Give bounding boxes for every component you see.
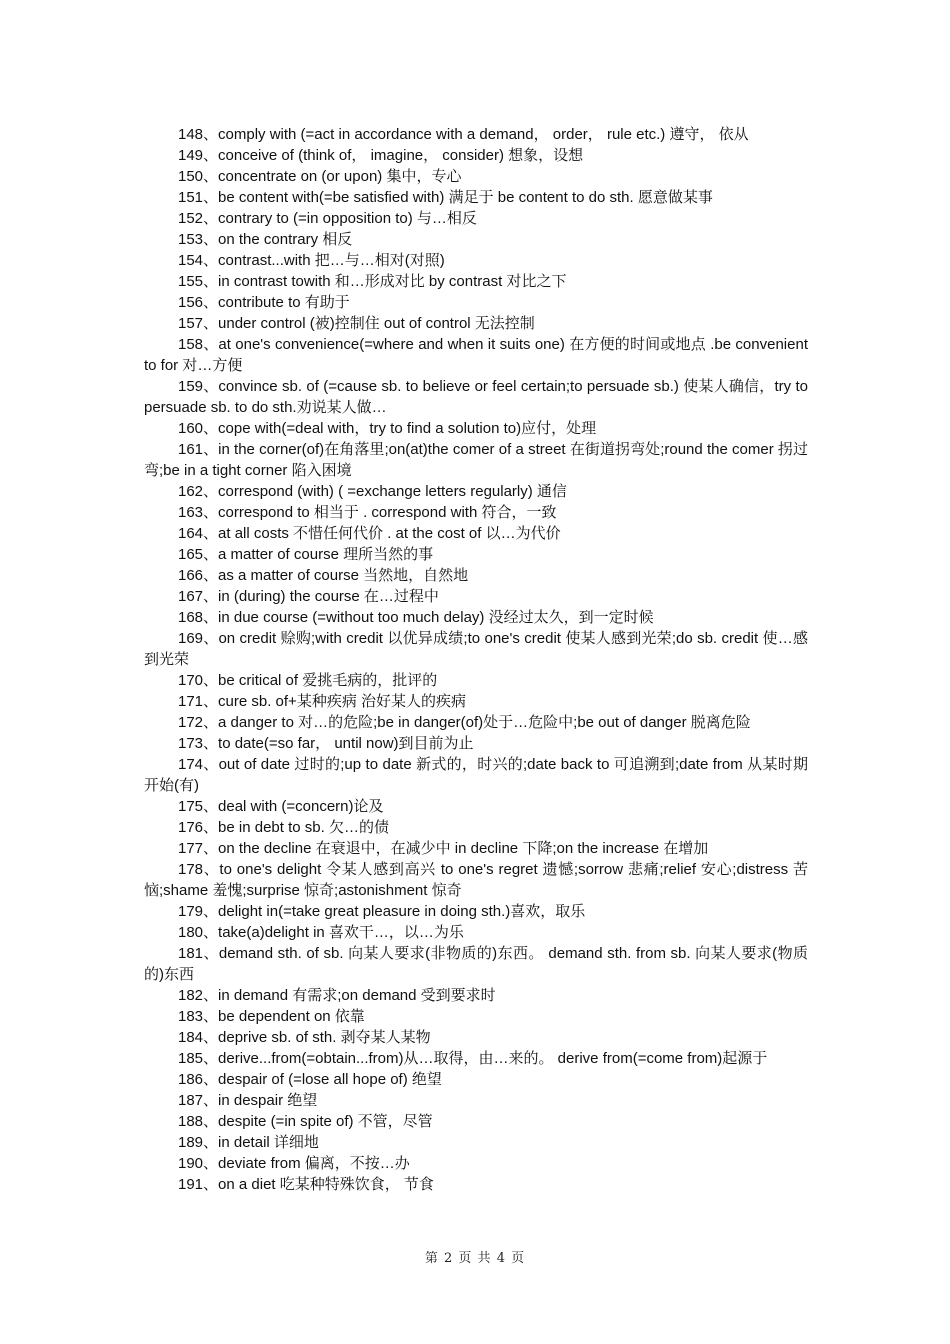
entry-172: 172、a danger to 对…的危险;be in danger(of)处于…危险中;be out of danger 脱离危险: [178, 714, 751, 731]
entry-177: 177、on the decline 在衰退中，在减少中 in decline 下降;on the increase 在增加: [178, 840, 709, 857]
entry-185: 185、derive...from(=obtain...from)从…取得，由…来的。 derive from(=come from)起源于: [178, 1050, 768, 1067]
entry-180: 180、take(a)delight in 喜欢干…，以…为乐: [178, 924, 464, 941]
entry-191: 191、on a diet 吃某种特殊饮食， 节食: [178, 1176, 434, 1193]
entry-187: 187、in despair 绝望: [178, 1092, 318, 1109]
entry-171: 171、cure sb. of+某种疾病 治好某人的疾病: [178, 693, 466, 710]
entry-150: 150、concentrate on (or upon) 集中，专心: [178, 168, 462, 185]
entry-182: 182、in demand 有需求;on demand 受到要求时: [178, 987, 496, 1004]
entry-154: 154、contrast...with 把…与…相对(对照): [178, 252, 445, 269]
entry-183: 183、be dependent on 依靠: [178, 1008, 365, 1025]
entry-152: 152、contrary to (=in opposition to) 与…相反: [178, 210, 477, 227]
entry-151: 151、be content with(=be satisfied with) 满足于 be content to do sth. 愿意做某事: [178, 189, 713, 206]
entry-169: 169、on credit 赊购;with credit 以优异成绩;to one's credit 使某人感到光荣;do sb. credit 使…感到光荣: [144, 630, 808, 668]
entry-168: 168、in due course (=without too much delay) 没经过太久，到一定时候: [178, 609, 654, 626]
entry-188: 188、despite (=in spite of) 不管，尽管: [178, 1113, 433, 1130]
entry-176: 176、be in debt to sb. 欠…的债: [178, 819, 389, 836]
entry-153: 153、on the contrary 相反: [178, 231, 353, 248]
entry-155: 155、in contrast towith 和…形成对比 by contrast 对比之下: [178, 273, 567, 290]
entry-159: 159、convince sb. of (=cause sb. to believe or feel certain;to persuade sb.) 使某人确信，try to persuade sb. to do sth.劝说某人做…: [144, 378, 808, 416]
entry-165: 165、a matter of course 理所当然的事: [178, 546, 434, 563]
entry-186: 186、despair of (=lose all hope of) 绝望: [178, 1071, 442, 1088]
entry-181: 181、demand sth. of sb. 向某人要求(非物质的)东西。 demand sth. from sb. 向某人要求(物质的)东西: [144, 945, 808, 983]
entry-149: 149、conceive of (think of， imagine， consider) 想象，设想: [178, 147, 584, 164]
entry-190: 190、deviate from 偏离，不按…办: [178, 1155, 410, 1172]
entry-156: 156、contribute to 有助于: [178, 294, 350, 311]
entry-179: 179、delight in(=take great pleasure in doing sth.)喜欢，取乐: [178, 903, 586, 920]
entry-158: 158、at one's convenience(=where and when it suits one) 在方便的时间或地点 .be convenient to for 对…方便: [144, 336, 808, 374]
entry-157: 157、under control (被)控制住 out of control 无法控制: [178, 315, 535, 332]
entry-162: 162、correspond (with) ( =exchange letters regularly) 通信: [178, 483, 567, 500]
entry-163: 163、correspond to 相当于 . correspond with 符合，一致: [178, 504, 557, 521]
entry-164: 164、at all costs 不惜任何代价 . at the cost of 以…为代价: [178, 525, 561, 542]
document-body: [144, 124, 808, 1195]
entry-166: 166、as a matter of course 当然地，自然地: [178, 567, 469, 584]
entry-189: 189、in detail 详细地: [178, 1134, 319, 1151]
entry-175: 175、deal with (=concern)论及: [178, 798, 384, 815]
entry-184: 184、deprive sb. of sth. 剥夺某人某物: [178, 1029, 431, 1046]
entry-170: 170、be critical of 爱挑毛病的，批评的: [178, 672, 438, 689]
entry-178: 178、to one's delight 令某人感到高兴 to one's regret 遗憾;sorrow 悲痛;relief 安心;distress 苦恼;shame 羞愧;surprise 惊奇;astonishment 惊奇: [144, 861, 808, 899]
entry-160: 160、cope with(=deal with，try to find a solution to)应付，处理: [178, 420, 597, 437]
entry-174: 174、out of date 过时的;up to date 新式的，时兴的;date back to 可追溯到;date from 从某时期开始(有): [144, 756, 808, 794]
entry-173: 173、to date(=so far， until now)到目前为止: [178, 735, 474, 752]
entry-148: 148、comply with (=act in accordance with a demand， order， rule etc.) 遵守， 依从: [178, 126, 749, 143]
page-number-footer: 第 2 页 共 4 页: [424, 1251, 526, 1266]
entry-161: 161、in the corner(of)在角落里;on(at)the comer of a street 在街道拐弯处;round the comer 拐过弯;be in a tight corner 陷入困境: [144, 441, 808, 479]
entry-167: 167、in (during) the course 在…过程中: [178, 588, 439, 605]
